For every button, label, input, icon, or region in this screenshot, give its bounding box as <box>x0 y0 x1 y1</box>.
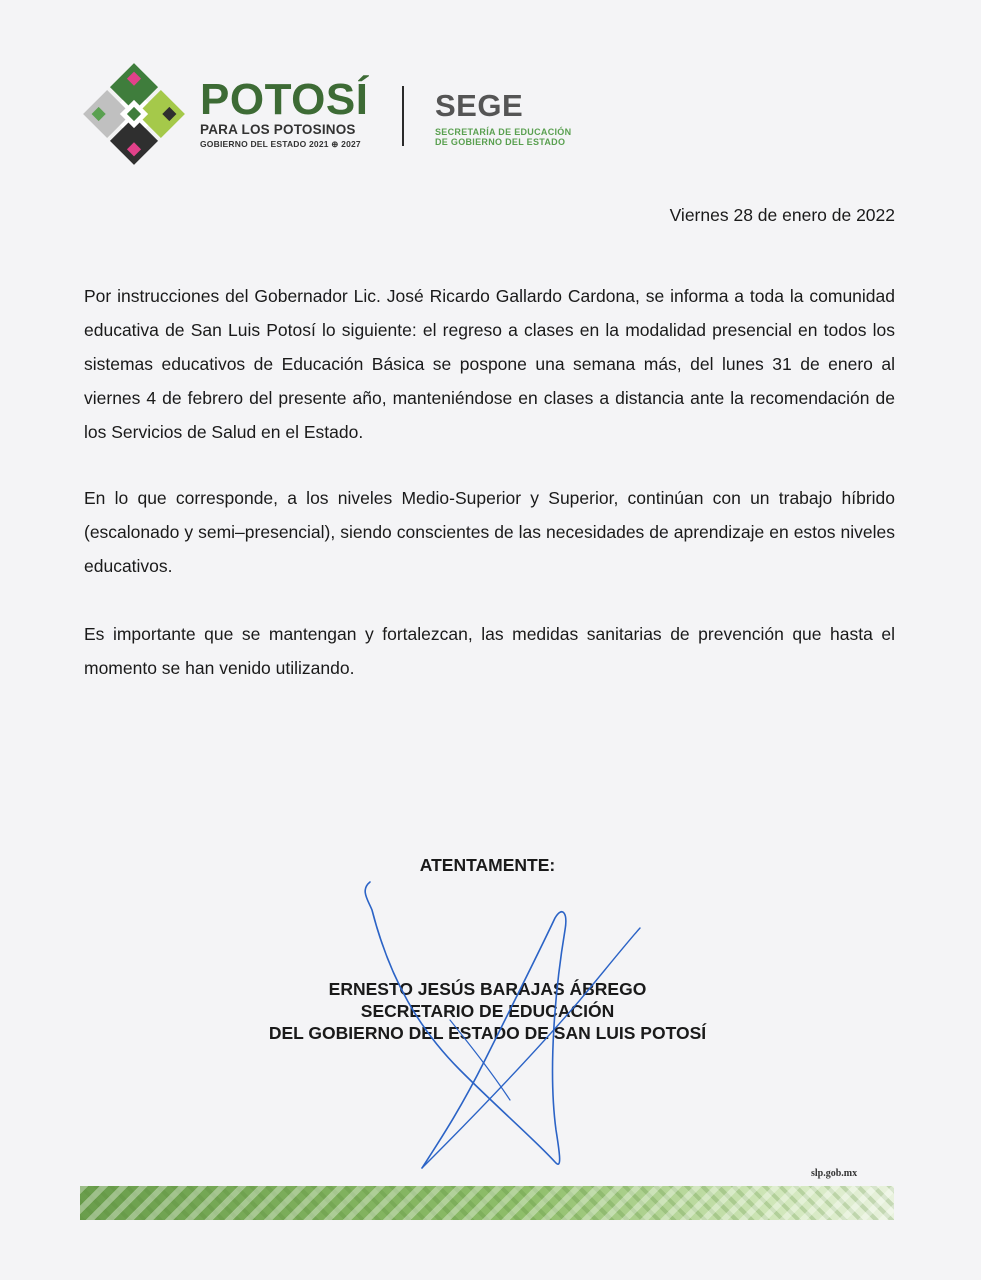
brand-name: POTOSÍ <box>200 75 369 124</box>
signer-title: SECRETARIO DE EDUCACIÓN <box>360 1001 615 1021</box>
agency-line-2: DE GOBIERNO DEL ESTADO <box>435 137 566 147</box>
paragraph-1: Por instrucciones del Gobernador Lic. José Ricardo Gallardo Cardona, se informa a toda la comunidad educativa de San Luis Potosí lo siguiente: el regreso a clases en la modalidad presencial en todos los sistemas educativos de Educación Básica se pospone una semana más, del lunes 31 de enero al viernes 4 de febrero del presente año, manteniéndose en clases a distancia ante la recomendación de los Servicios de Salud en el Estado. <box>84 286 895 442</box>
website-label: slp.gob.mx <box>811 1168 858 1179</box>
paragraph-2: En lo que corresponde, a los niveles Medio-Superior y Superior, continúan con un trabajo híbrido (escalonado y semi–presencial), siendo conscientes de las necesidades de aprendizaje en estos niveles educativos. <box>84 488 895 576</box>
signer-organization: DEL GOBIERNO DEL ESTADO DE SAN LUIS POTOSÍ <box>268 1023 707 1043</box>
agency-line-1: SECRETARÍA DE EDUCACIÓN <box>435 127 572 137</box>
letter-date: Viernes 28 de enero de 2022 <box>669 205 895 225</box>
signer-name: ERNESTO JESÚS BARAJAS ÁBREGO <box>328 979 647 999</box>
state-emblem-logo <box>82 62 186 166</box>
agency-name: SEGE <box>435 88 524 123</box>
paragraph-3: Es importante que se mantengan y fortalezcan, las medidas sanitarias de prevención que hasta el momento se han venido utilizando. <box>84 624 895 678</box>
signature-block <box>0 978 975 1044</box>
closing: ATENTAMENTE: <box>419 855 556 875</box>
brand-period: GOBIERNO DEL ESTADO 2021 ⊕ 2027 <box>200 139 361 149</box>
header-divider <box>402 86 404 146</box>
brand-tagline: PARA LOS POTOSINOS <box>200 122 356 137</box>
footer-decorative-band <box>80 1186 894 1220</box>
state-brand <box>200 75 369 150</box>
agency-brand <box>435 90 571 147</box>
